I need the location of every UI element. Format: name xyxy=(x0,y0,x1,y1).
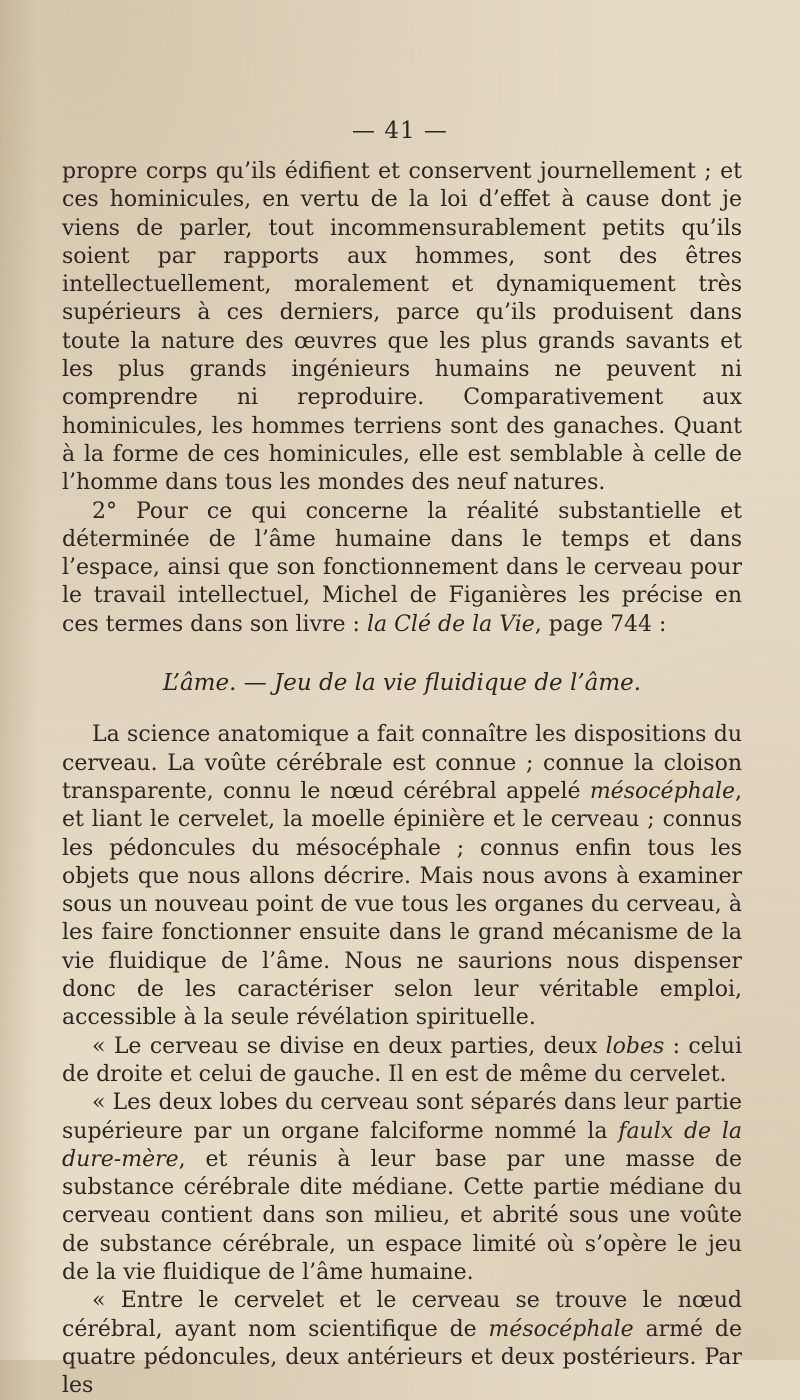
term-faulx: faulx de la dure-mère xyxy=(62,1118,742,1172)
term-lobes: lobes xyxy=(605,1033,665,1059)
paragraph-1: propre corps qu’ils édifient et conservent journellement ; et ces hominicules, en vertu de la loi d’effet à cause dont je viens de parler, tout incommensurablement petits qu’ils soient par rapports aux hommes, sont des êtres intellectuellement, moralement et dynamiquement très supérieurs à ces derniers, parce qu’ils produisent dans toute la nature des œuvres que les plus grands savants et les plus grands ingénieurs humains ne peuvent ni comprendre ni reproduire. Comparativement aux hominicules, les hommes terriens sont des ganaches. Quant à la forme de ces hominicules, elle est semblable à celle de l’homme dans tous les mondes des neuf natures. xyxy=(62,159,742,496)
term-mesocephale-2: mésocéphale xyxy=(488,1316,634,1342)
paragraph-4-end: : celui de droite et celui de gauche. Il en est de même du cervelet. xyxy=(62,1033,743,1087)
paragraph-5-start: « Les deux lobes du cerveau sont séparés dans leur partie supérieure par un organe falciforme nommé la xyxy=(62,1090,742,1144)
term-mesocephale: mésocéphale xyxy=(589,778,735,804)
page-number: — 41 — xyxy=(352,118,448,144)
paragraph-3-end: , et liant le cervelet, la moelle épinière et le cerveau ; connus les pédoncules du mésocéphale ; connus enfin tous les objets que nous allons décrire. Mais nous avons à examiner sous un nouveau point de vue tous les organes du cerveau, à les faire fonctionner ensuite dans le grand mécanisme de la vie fluidique de l’âme. Nous ne saurions nous dispenser donc de les caractériser selon leur véritable emploi, accessible à la seule révélation spirituelle. xyxy=(62,778,742,1031)
paragraph-6-end: armé de quatre pédoncules, deux antérieurs et deux postérieurs. Par les xyxy=(62,1316,742,1399)
paragraph-2-text: 2° Pour ce qui concerne la réalité substantielle et déterminée de l’âme humaine dans le temps et dans l’espace, ainsi que son fonctionnement dans le cerveau pour le travail intellectuel, Michel de Figanières les précise en ces termes dans son livre : xyxy=(62,498,742,637)
paragraph-6 xyxy=(62,1287,742,1400)
paragraph-4-start: « Le cerveau se divise en deux parties, deux xyxy=(92,1033,606,1059)
text-column xyxy=(62,158,742,1400)
paragraph-2 xyxy=(62,498,742,639)
paragraph-5 xyxy=(62,1089,742,1287)
paragraph-5-end: , et réunis à leur base par une masse de substance cérébrale dite médiane. Cette partie médiane du cerveau contient dans son milieu, et abrité sous une voûte de substance cérébrale, un espace limité où s’opère le jeu de la vie fluidique de l’âme humaine. xyxy=(62,1146,742,1285)
paragraph-6-start: « Entre le cervelet et le cerveau se trouve le nœud cérébral, ayant nom scientifique de xyxy=(62,1288,742,1342)
paragraph-4 xyxy=(62,1033,742,1090)
paragraph-3 xyxy=(62,721,742,1032)
paragraph-3-start: La science anatomique a fait connaître les dispositions du cerveau. La voûte cérébrale est connue ; connue la cloison transparente, connu le nœud cérébral appelé xyxy=(62,722,742,804)
paragraph-2-tail: , page 744 : xyxy=(534,611,667,637)
section-heading: L’âme. — Jeu de la vie fluidique de l’âme. xyxy=(162,670,642,697)
book-title: la Clé de la Vie xyxy=(366,611,535,637)
